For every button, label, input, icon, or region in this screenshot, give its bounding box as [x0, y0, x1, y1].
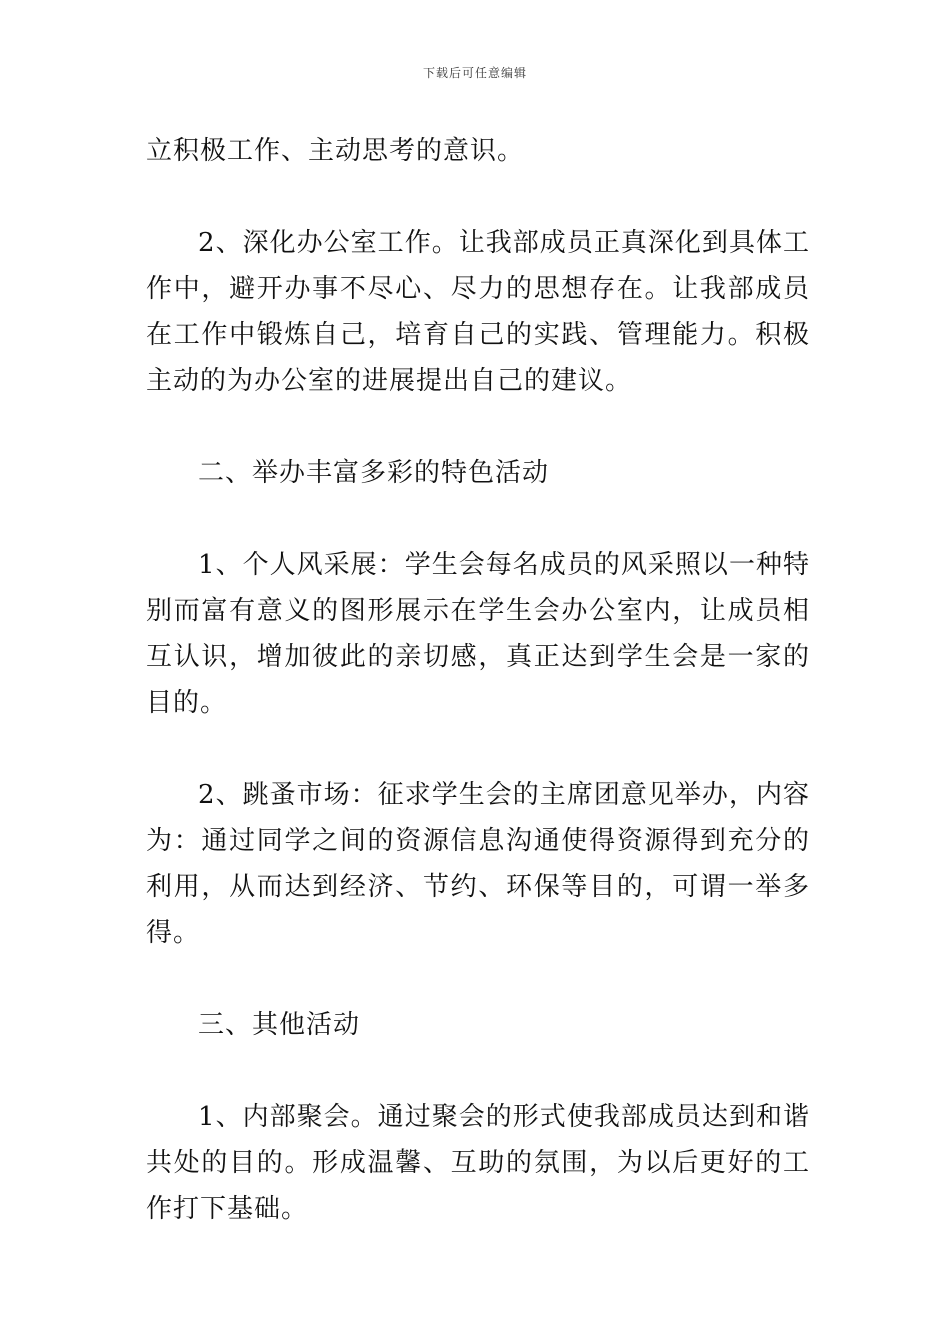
- paragraph-1: 立积极工作、主动思考的意识。: [146, 136, 525, 166]
- paragraph-gap: [146, 726, 810, 772]
- paragraph-gap: [146, 496, 810, 542]
- paragraph-3: 1、个人风采展：学生会每名成员的风采照以一种特别而富有意义的图形展示在学生会办公室内，让成员相互认识，增加彼此的亲切感，真正达到学生会是一家的目的。: [146, 550, 810, 718]
- paragraph-gap: [146, 174, 810, 220]
- paragraph-gap: [146, 956, 810, 1002]
- paragraph-gap: [146, 404, 810, 450]
- paragraph-5: 1、内部聚会。通过聚会的形式使我部成员达到和谐共处的目的。形成温馨、互助的氛围，为以后更好的工作打下基础。: [146, 1102, 810, 1224]
- header-note: 下载后可任意编辑: [422, 66, 527, 80]
- paragraph-gap: [146, 1048, 810, 1094]
- section-heading-2: 二、举办丰富多彩的特色活动: [198, 458, 550, 488]
- document-body: [146, 128, 810, 1232]
- paragraph-2: 2、深化办公室工作。让我部成员正真深化到具体工作中，避开办事不尽心、尽力的思想存在。让我部成员在工作中锻炼自己，培育自己的实践、管理能力。积极主动的为办公室的进展提出自己的建议。: [146, 228, 810, 396]
- section-heading-3: 三、其他活动: [198, 1010, 361, 1040]
- paragraph-4: 2、跳蚤市场：征求学生会的主席团意见举办，内容为：通过同学之间的资源信息沟通使得资源得到充分的利用，从而达到经济、节约、环保等目的，可谓一举多得。: [146, 780, 810, 948]
